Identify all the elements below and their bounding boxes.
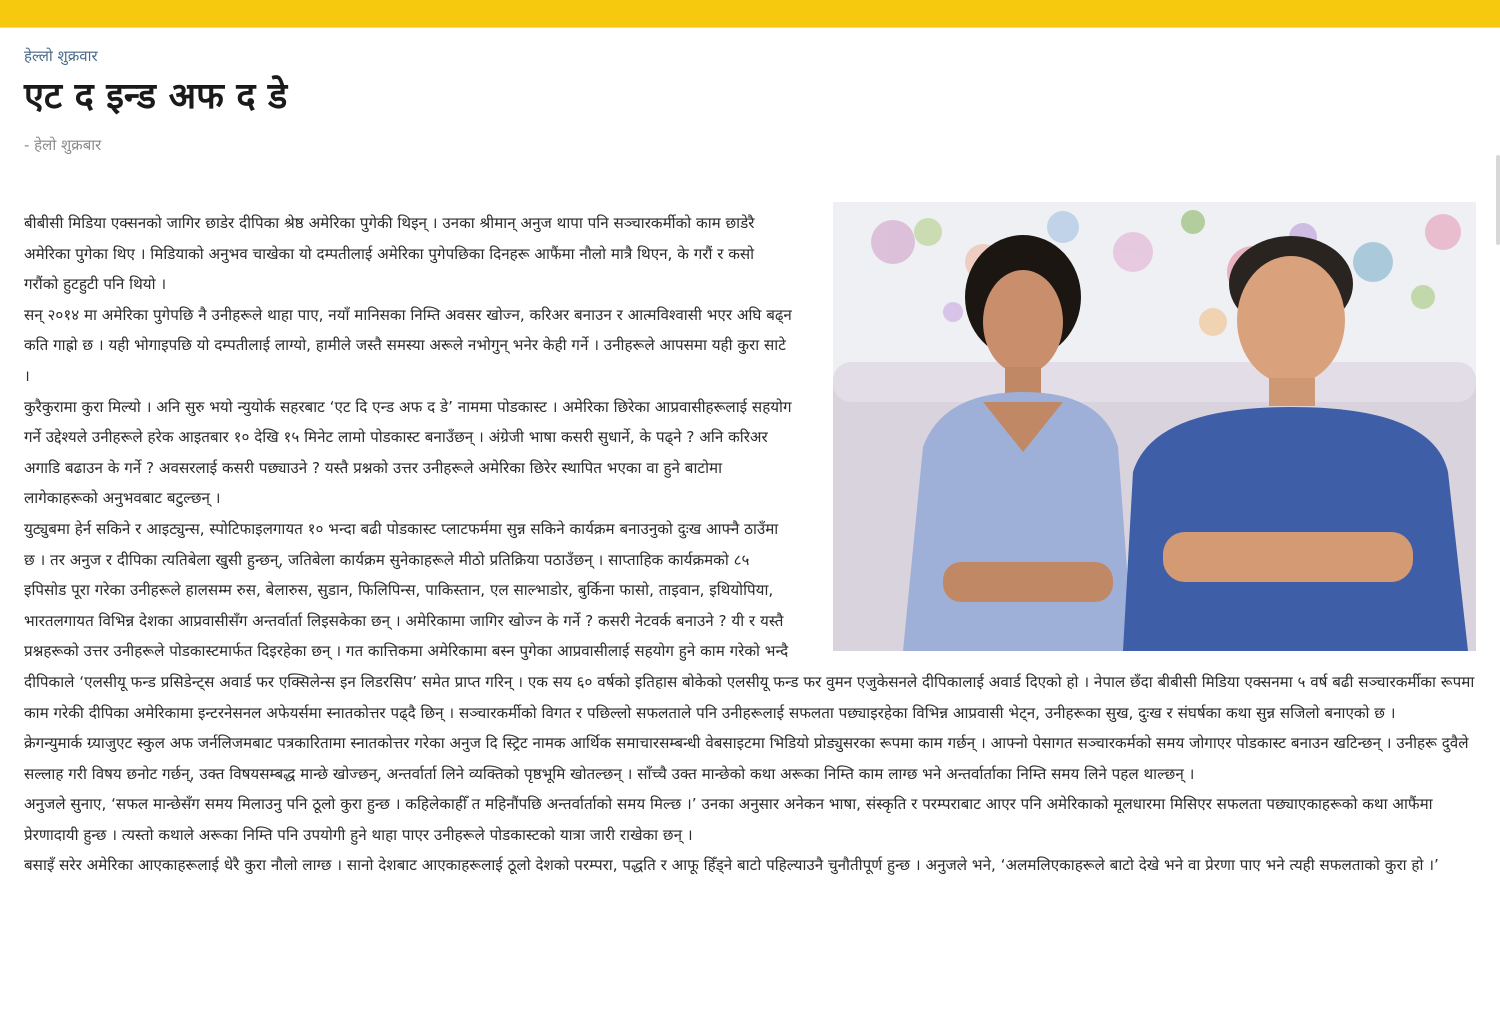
article-photo: [833, 202, 1476, 651]
article-paragraph: युट्युबमा हेर्न सकिने र आइट्युन्स, स्पोटिफाइलगायत १० भन्दा बढी पोडकास्ट प्लाटफर्ममा सुन्न सकिने कार्यक्रम बनाउनुको दुःख आफ्नै ठाउँमा छ । तर अनुज र दीपिका त्यतिबेला खुसी हुन्छन्, जतिबेला कार्यक्रम सुनेकाहरूले मीठो प्रतिक्रिया पठाउँछन् । साप्ताहिक कार्यक्रमको ८५ इपिसोड पूरा गरेका उनीहरूले हालसम्म रुस, बेलारुस, सुडान, फिलिपिन्स, पाकिस्तान, एल साल्भाडोर, बुर्किना फासो, ताइवान, इथियोपिया, भारतलगायत विभिन्न देशका आप्रवासीसँग अन्तर्वार्ता लिइसकेका छन् । अमेरिकामा जागिर खोज्न के गर्ने ? कसरी नेटवर्क बनाउने ? यी र यस्तै प्रश्नहरूको उत्तर उनीहरूले पोडकास्टमार्फत दिइरहेका छन् । गत कात्तिकमा अमेरिकामा बस्न पुगेका आप्रवासीलाई सहयोग हुने काम गरेको भन्दै दीपिकाले ‘एलसीयू फन्ड प्रसिडेन्ट्स अवार्ड फर एक्सिलेन्स इन लिडरसिप’ समेत प्राप्त गरिन् । एक सय ६० वर्षको इतिहास बोकेको एलसीयू फन्ड फर वुमन एजुकेसनले दीपिकालाई अवार्ड दिएको हो । नेपाल छँदा बीबीसी मिडिया एक्सनमा ५ वर्ष बढी सञ्चारकर्मीका रूपमा काम गरेकी दीपिका अमेरिकामा इन्टरनेसनल अफेयर्समा स्नातकोत्तर पढ्दै छिन् । सञ्चारकर्मीको विगत र पछिल्लो सफलताले पनि उनीहरूलाई सफलता पछ्याइरहेका विभिन्न आप्रवासी भेट्न, उनीहरूका सुख, दुःख र संघर्षका कथा सुन्न सजिलो बनाएको छ ।: [24, 519, 1475, 722]
article-paragraph: बसाइँ सरेर अमेरिका आएकाहरूलाई धेरै कुरा नौलो लाग्छ । सानो देशबाट आएकाहरूलाई ठूलो देशको परम्परा, पद्धति र आफू हिँड्ने बाटो पहिल्याउनै चुनौतीपूर्ण हुन्छ । अनुजले भने, ‘अलमलिएकाहरूले बाटो देखे भने वा प्रेरणा पाए भने त्यही सफलताको कुरा हो ।’: [24, 856, 1439, 875]
category-label[interactable]: हेल्लो शुक्रवार: [24, 47, 98, 65]
article-paragraph: बीबीसी मिडिया एक्सनको जागिर छाडेर दीपिका श्रेष्ठ अमेरिका पुगेकी थिइन् । उनका श्रीमान् अनुज थापा पनि सञ्चारकर्मीको काम छाडेरै अमेरिका पुगेका थिए । मिडियाको अनुभव चाखेका यो दम्पतीलाई अमेरिका पुगेपछिका दिनहरू आफैंमा नौलो मात्रै थिएन, के गरौं र कसो गरौंको हुटहुटी पनि थियो ।: [24, 214, 755, 294]
article-body: [24, 208, 1476, 881]
article-paragraph: क्रेगन्युमार्क ग्र्याजुएट स्कुल अफ जर्नलिजमबाट पत्रकारितामा स्नातकोत्तर गरेका अनुज दि स्ट्रिट नामक आर्थिक समाचारसम्बन्धी वेबसाइटमा भिडियो प्रोड्युसरका रूपमा काम गर्छन् । आफ्नो पेसागत सञ्चारकर्मको समय जोगाएर पोडकास्ट बनाउन खटिन्छन् । उनीहरू दुवैले सल्लाह गरी विषय छनोट गर्छन्, उक्त विषयसम्बद्ध मान्छे खोज्छन्, अन्तर्वार्ता लिने व्यक्तिको पृष्ठभूमि खोतल्छन् । साँच्चै उक्त मान्छेको कथा अरूका निम्ति काम लाग्छ भने अन्तर्वार्ताका निम्ति समय लिने पहल थाल्छन् ।: [24, 734, 1469, 783]
article-paragraph: सन् २०१४ मा अमेरिका पुगेपछि नै उनीहरूले थाहा पाए, नयाँ मानिसका निम्ति अवसर खोज्न, करिअर बनाउन र आत्मविश्वासी भएर अघि बढ्न कति गाह्रो छ । यही भोगाइपछि यो दम्पतीलाई लाग्यो, हामीले जस्तै समस्या अरूले नभोगुन् भनेर केही गर्ने । उनीहरूले आपसमा यही कुरा साटे ।: [24, 305, 792, 385]
article-title: एट द इन्ड अफ द डे: [24, 76, 288, 117]
article-paragraph: अनुजले सुनाए, ‘सफल मान्छेसँग समय मिलाउनु पनि ठूलो कुरा हुन्छ । कहिलेकाहीँ त महिनौंपछि अन्तर्वार्ताको समय मिल्छ ।’ उनका अनुसार अनेकन भाषा, संस्कृति र परम्पराबाट आएर पनि अमेरिकाको मूलधारमा मिसिएर सफलता पछ्याएकाहरूको कथा आफैंमा प्रेरणादायी हुन्छ । त्यस्तो कथाले अरूका निम्ति पनि उपयोगी हुने थाहा पाएर उनीहरूले पोडकास्टको यात्रा जारी राखेका छन् ।: [24, 795, 1433, 844]
article-paragraph: कुरैकुरामा कुरा मिल्यो । अनि सुरु भयो न्युयोर्क सहरबाट ‘एट दि एन्ड अफ द डे’ नाममा पोडकास्ट । अमेरिका छिरेका आप्रवासीहरूलाई सहयोग गर्ने उद्देश्यले उनीहरूले हरेक आइतबार १० देखि १५ मिनेट लामो पोडकास्ट बनाउँछन् । अंग्रेजी भाषा कसरी सुधार्ने, के पढ्ने ? अनि करिअर अगाडि बढाउन के गर्ने ? अवसरलाई कसरी पछ्याउने ? यस्तै प्रश्नको उत्तर उनीहरूले अमेरिका छिरेर स्थापित भएका वा हुने बाटोमा लागेकाहरूको अनुभवबाट बटुल्छन् ।: [24, 397, 792, 508]
top-accent-bar: [0, 0, 1500, 28]
article-byline: - हेलो शुक्रबार: [24, 136, 102, 154]
scrollbar[interactable]: [1496, 155, 1500, 245]
photo-couple-icon: [833, 202, 1476, 651]
